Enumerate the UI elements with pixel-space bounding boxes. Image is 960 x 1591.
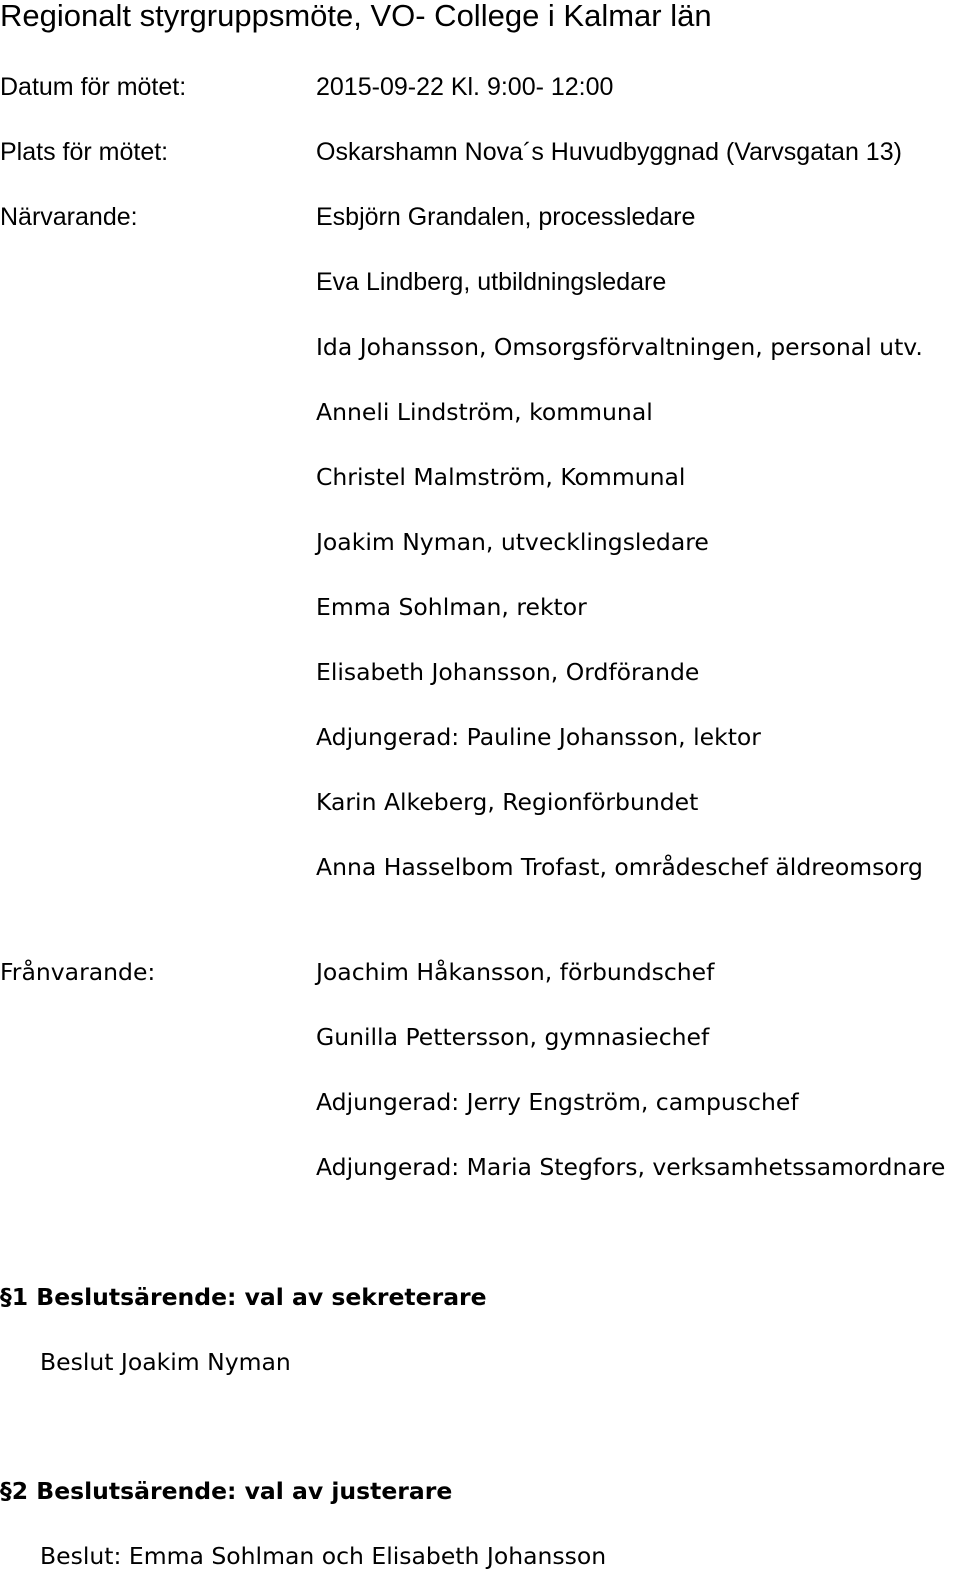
present-person: Karin Alkeberg, Regionförbundet [316, 788, 699, 816]
date-value: 2015-09-22 Kl. 9:00- 12:00 [316, 73, 614, 101]
present-label: Närvarande: [0, 203, 138, 231]
agenda-item-decision: Beslut: Emma Sohlman och Elisabeth Johansson [40, 1542, 607, 1570]
absent-label: Frånvarande: [0, 958, 156, 986]
present-person: Esbjörn Grandalen, processledare [316, 203, 696, 231]
present-person: Joakim Nyman, utvecklingsledare [316, 528, 709, 556]
absent-person: Adjungerad: Jerry Engström, campuschef [316, 1088, 799, 1116]
agenda-item-heading: §2 Beslutsärende: val av justerare [0, 1477, 453, 1505]
present-person: Anna Hasselbom Trofast, områdeschef äldreomsorg [316, 853, 923, 881]
present-person: Christel Malmström, Kommunal [316, 463, 686, 491]
place-label: Plats för mötet: [0, 138, 169, 166]
present-person: Adjungerad: Pauline Johansson, lektor [316, 723, 761, 751]
absent-person: Adjungerad: Maria Stegfors, verksamhetssamordnare [316, 1153, 946, 1181]
present-person: Ida Johansson, Omsorgsförvaltningen, personal utv. [316, 333, 923, 361]
document-title: Regionalt styrgruppsmöte, VO- College i Kalmar län [0, 0, 712, 33]
present-person: Eva Lindberg, utbildningsledare [316, 268, 667, 296]
agenda-item-decision: Beslut Joakim Nyman [40, 1348, 291, 1376]
present-person: Emma Sohlman, rektor [316, 593, 587, 621]
absent-person: Joachim Håkansson, förbundschef [316, 958, 715, 986]
place-value: Oskarshamn Nova´s Huvudbyggnad (Varvsgatan 13) [316, 138, 902, 166]
absent-person: Gunilla Pettersson, gymnasiechef [316, 1023, 710, 1051]
present-person: Anneli Lindström, kommunal [316, 398, 653, 426]
date-label: Datum för mötet: [0, 73, 187, 101]
agenda-item-heading: §1 Beslutsärende: val av sekreterare [0, 1283, 487, 1311]
present-person: Elisabeth Johansson, Ordförande [316, 658, 700, 686]
